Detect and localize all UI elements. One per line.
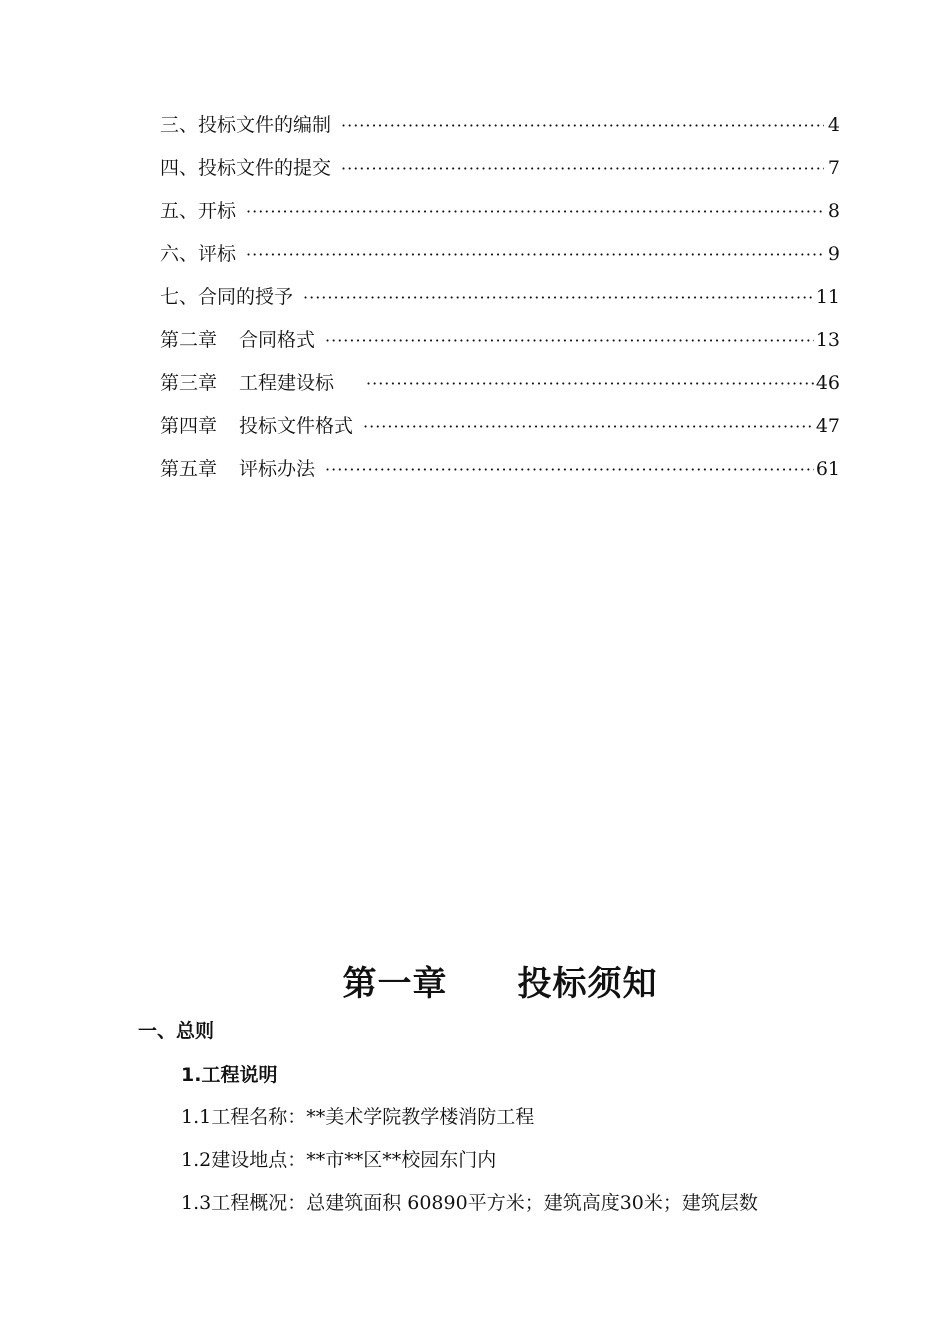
toc-leader-dots: [246, 233, 824, 276]
toc-entry[interactable]: [160, 448, 840, 491]
toc-chapter-title: 工程建设标: [239, 372, 335, 394]
toc-leader-dots: [341, 147, 824, 190]
toc-leader-dots: [325, 319, 814, 362]
toc-chapter-title: 合同格式: [239, 329, 316, 351]
toc-entry-label: [160, 362, 366, 405]
toc-entry-page: 11: [815, 286, 840, 308]
toc-entry-label: [160, 319, 325, 362]
toc-chapter-number: 第三章: [160, 372, 218, 394]
chapter-number: 第一章: [342, 964, 448, 1004]
toc-leader-dots: [363, 405, 814, 448]
toc-entry-page: 46: [815, 372, 840, 394]
toc-leader-dots: [341, 104, 824, 147]
toc-entry-label: [160, 448, 325, 491]
toc-entry-page: 61: [815, 458, 840, 480]
toc-entry-label: 三、投标文件的编制: [160, 114, 332, 136]
toc-entry[interactable]: [160, 362, 840, 405]
toc-entry-label: [160, 405, 363, 448]
toc-chapter-title: 投标文件格式: [239, 415, 354, 437]
toc-leader-dots: [366, 362, 814, 405]
toc-entry-label: 四、投标文件的提交: [160, 157, 332, 179]
toc-entry[interactable]: [160, 276, 840, 319]
toc-chapter-title: 评标办法: [239, 458, 316, 480]
toc-chapter-number: 第五章: [160, 458, 218, 480]
toc-entry-label: 五、开标: [160, 200, 237, 222]
toc-chapter-number: 第二章: [160, 329, 218, 351]
toc-entry-page: 13: [815, 329, 840, 351]
toc-leader-dots: [246, 190, 824, 233]
toc-entry[interactable]: [160, 147, 840, 190]
toc-entry[interactable]: [160, 190, 840, 233]
toc-entry-page: 9: [827, 243, 840, 265]
toc-chapter-number: 第四章: [160, 415, 218, 437]
subsection-heading: 1.工程说明: [181, 1064, 278, 1086]
toc-entry-label: 六、评标: [160, 243, 237, 265]
toc-entry[interactable]: [160, 233, 840, 276]
section-heading: 一、总则: [138, 1020, 215, 1042]
toc-entry-label: 七、合同的授予: [160, 286, 294, 308]
toc-entry[interactable]: [160, 319, 840, 362]
project-overview-line: 1.3工程概况：总建筑面积 60890平方米；建筑高度30米；建筑层数: [181, 1192, 758, 1214]
toc-entry[interactable]: [160, 405, 840, 448]
project-name-line: 1.1工程名称：**美术学院教学楼消防工程: [181, 1106, 535, 1128]
chapter-name: 投标须知: [517, 964, 658, 1004]
toc-entry-page: 4: [827, 114, 840, 136]
table-of-contents: [160, 104, 840, 491]
toc-leader-dots: [303, 276, 814, 319]
toc-entry-page: 47: [815, 415, 840, 437]
toc-leader-dots: [325, 448, 814, 491]
chapter-title: [0, 958, 950, 1010]
project-location-line: 1.2建设地点：**市**区**校园东门内: [181, 1149, 497, 1171]
toc-entry[interactable]: [160, 104, 840, 147]
toc-entry-page: 7: [827, 157, 840, 179]
toc-entry-page: 8: [827, 200, 840, 222]
